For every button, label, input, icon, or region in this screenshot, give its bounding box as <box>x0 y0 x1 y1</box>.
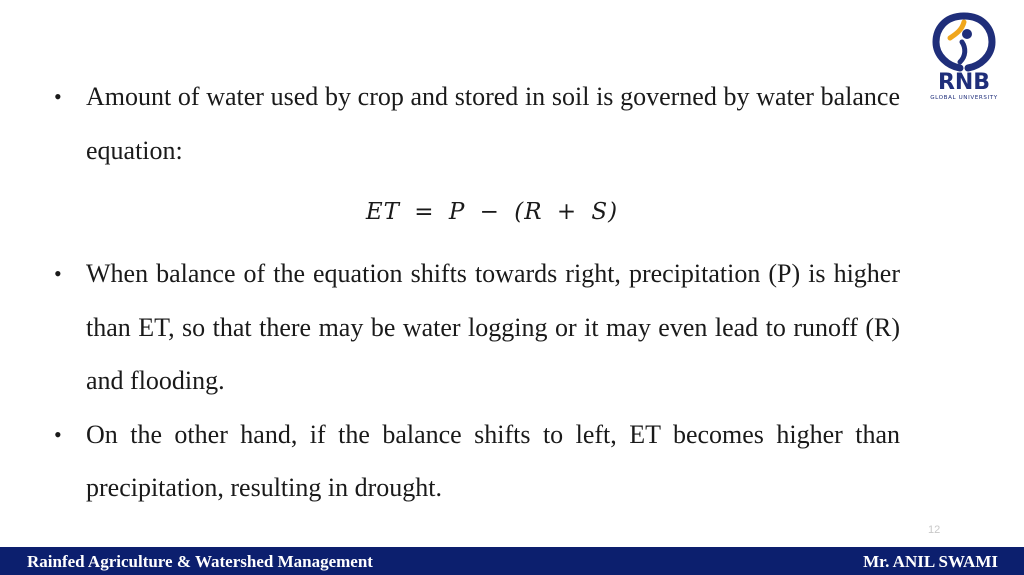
bullet-dot-icon: • <box>54 84 62 109</box>
bullet-text: When balance of the equation shifts towards right, precipitation (P) is higher than ET, so that there may be water logging or it may even lead to runoff (R) and flooding. <box>86 259 900 395</box>
logo-emblem-icon <box>926 12 1002 74</box>
page-number: 12 <box>928 524 941 536</box>
bullet-text: On the other hand, if the balance shifts to left, ET becomes higher than precipitation, resulting in drought. <box>86 419 900 502</box>
footer-course-title: Rainfed Agriculture & Watershed Management <box>27 552 373 571</box>
footer-bar <box>0 547 1024 575</box>
bullet-item <box>54 70 900 177</box>
bullet-text: Amount of water used by crop and stored in soil is governed by water balance equation: <box>86 82 900 165</box>
bullet-dot-icon: • <box>54 421 62 447</box>
slide-content <box>54 70 900 515</box>
footer-instructor-name: Mr. ANIL SWAMI <box>863 552 998 571</box>
logo-subtitle: GLOBAL UNIVERSITY <box>930 95 998 101</box>
bullet-item <box>54 247 900 408</box>
logo-wordmark: RNB <box>937 70 991 95</box>
bullet-item <box>54 408 900 515</box>
university-logo <box>926 12 1002 104</box>
water-balance-equation: ET = P − (R + S) <box>365 199 619 225</box>
bullet-dot-icon: • <box>54 261 62 286</box>
